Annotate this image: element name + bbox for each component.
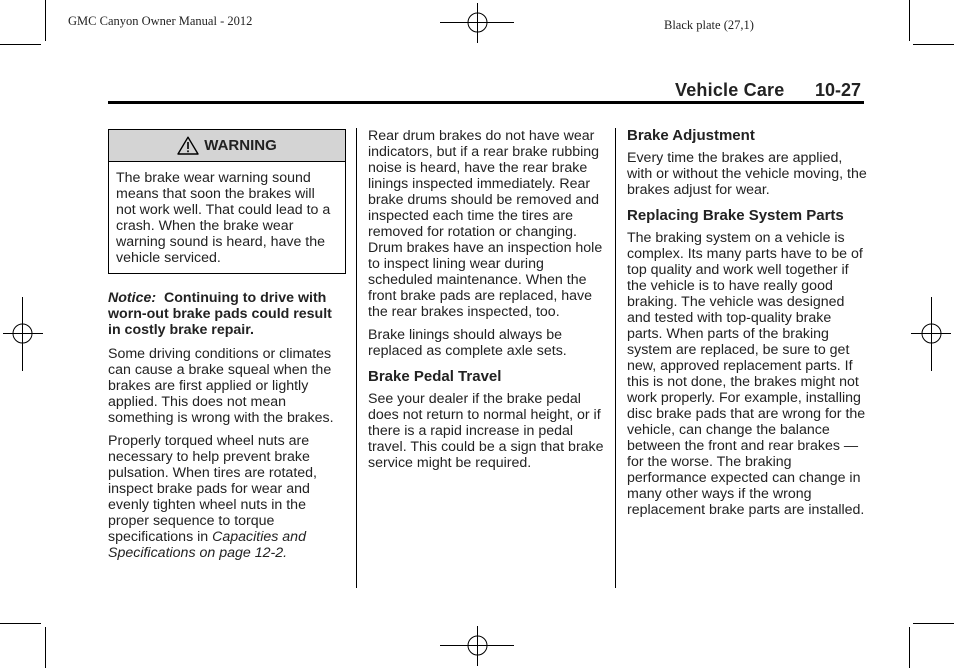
crop-mark bbox=[0, 44, 41, 45]
notice-text: Continuing to drive with worn-out brake pads could result in costly brake repair. bbox=[108, 290, 332, 338]
paragraph: Every time the brakes are applied, with or without the vehicle moving, the brakes adjust for wear. bbox=[627, 150, 867, 198]
registration-mark-left-icon bbox=[3, 297, 43, 371]
section-title: Vehicle Care bbox=[675, 80, 785, 100]
notice-label: Notice: bbox=[108, 290, 157, 306]
header-rule bbox=[108, 101, 864, 104]
column-divider bbox=[356, 128, 357, 588]
crop-mark bbox=[913, 44, 954, 45]
page-number: 10-27 bbox=[815, 80, 862, 100]
plate-label: Black plate (27,1) bbox=[664, 18, 754, 32]
crop-mark bbox=[45, 0, 46, 41]
registration-mark-top-icon bbox=[440, 3, 514, 43]
column-divider bbox=[615, 128, 616, 588]
notice-paragraph bbox=[108, 290, 346, 338]
crop-mark bbox=[45, 627, 46, 668]
paragraph: Brake linings should always be replaced as complete axle sets. bbox=[368, 327, 567, 359]
warning-triangle-icon bbox=[177, 136, 199, 155]
crop-mark bbox=[913, 623, 954, 624]
column-1 bbox=[108, 128, 346, 568]
cross-reference-link[interactable]: Capacities and Specifications on page 12-2. bbox=[108, 529, 306, 561]
manual-title: GMC Canyon Owner Manual - 2012 bbox=[68, 14, 253, 28]
warning-box bbox=[108, 129, 346, 274]
column-3 bbox=[627, 128, 867, 525]
heading-replacing-brake-system-parts: Replacing Brake System Parts bbox=[627, 207, 844, 224]
paragraph-text: Properly torqued wheel nuts are necessary to help prevent brake pulsation. When tires are rotated, inspect brake pads for wear and evenly tighten wheel nuts in the proper sequence to torque specifications in bbox=[108, 433, 317, 545]
paragraph: See your dealer if the brake pedal does not return to normal height, or if there is a rapid increase in pedal travel. This could be a sign that brake service might be required. bbox=[368, 391, 604, 471]
registration-mark-bottom-icon bbox=[440, 626, 514, 666]
column-2 bbox=[368, 128, 606, 478]
crop-mark bbox=[909, 0, 910, 41]
paragraph: Some driving conditions or climates can cause a brake squeal when the brakes are first applied or lightly applied. This does not mean something is wrong with the brakes. bbox=[108, 346, 334, 426]
warning-header bbox=[109, 130, 345, 162]
crop-mark bbox=[0, 623, 41, 624]
heading-brake-pedal-travel: Brake Pedal Travel bbox=[368, 368, 502, 385]
paragraph: The braking system on a vehicle is complex. Its many parts have to be of top quality and work well together if the vehicle is to have really good braking. The vehicle was designed and tested with top-quality brake parts. When parts of the braking system are replaced, be sure to get new, approved replacement parts. If this is not done, the brakes might not work properly. For example, installing disc brake pads that are wrong for the vehicle, can change the balance between the front and rear brakes — for the worse. The braking performance expected can change in many other ways if the wrong replacement brake parts are installed. bbox=[627, 230, 866, 518]
warning-text: The brake wear warning sound means that soon the brakes will not work well. That could lead to a crash. When the brake wear warning sound is heard, have the vehicle serviced. bbox=[116, 170, 331, 266]
paragraph: Rear drum brakes do not have wear indicators, but if a rear brake rubbing noise is heard, have the rear brake linings inspected immediately. Rear brake drums should be removed and inspected each time the tires are removed for rotation or changing. Drum brakes have an inspection hole to inspect lining wear during scheduled maintenance. When the front brake pads are replaced, have the rear brakes inspected, too. bbox=[368, 128, 603, 320]
heading-brake-adjustment: Brake Adjustment bbox=[627, 127, 755, 144]
registration-mark-right-icon bbox=[911, 297, 951, 371]
warning-title: WARNING bbox=[204, 136, 277, 154]
crop-mark bbox=[909, 627, 910, 668]
paragraph bbox=[108, 433, 346, 561]
